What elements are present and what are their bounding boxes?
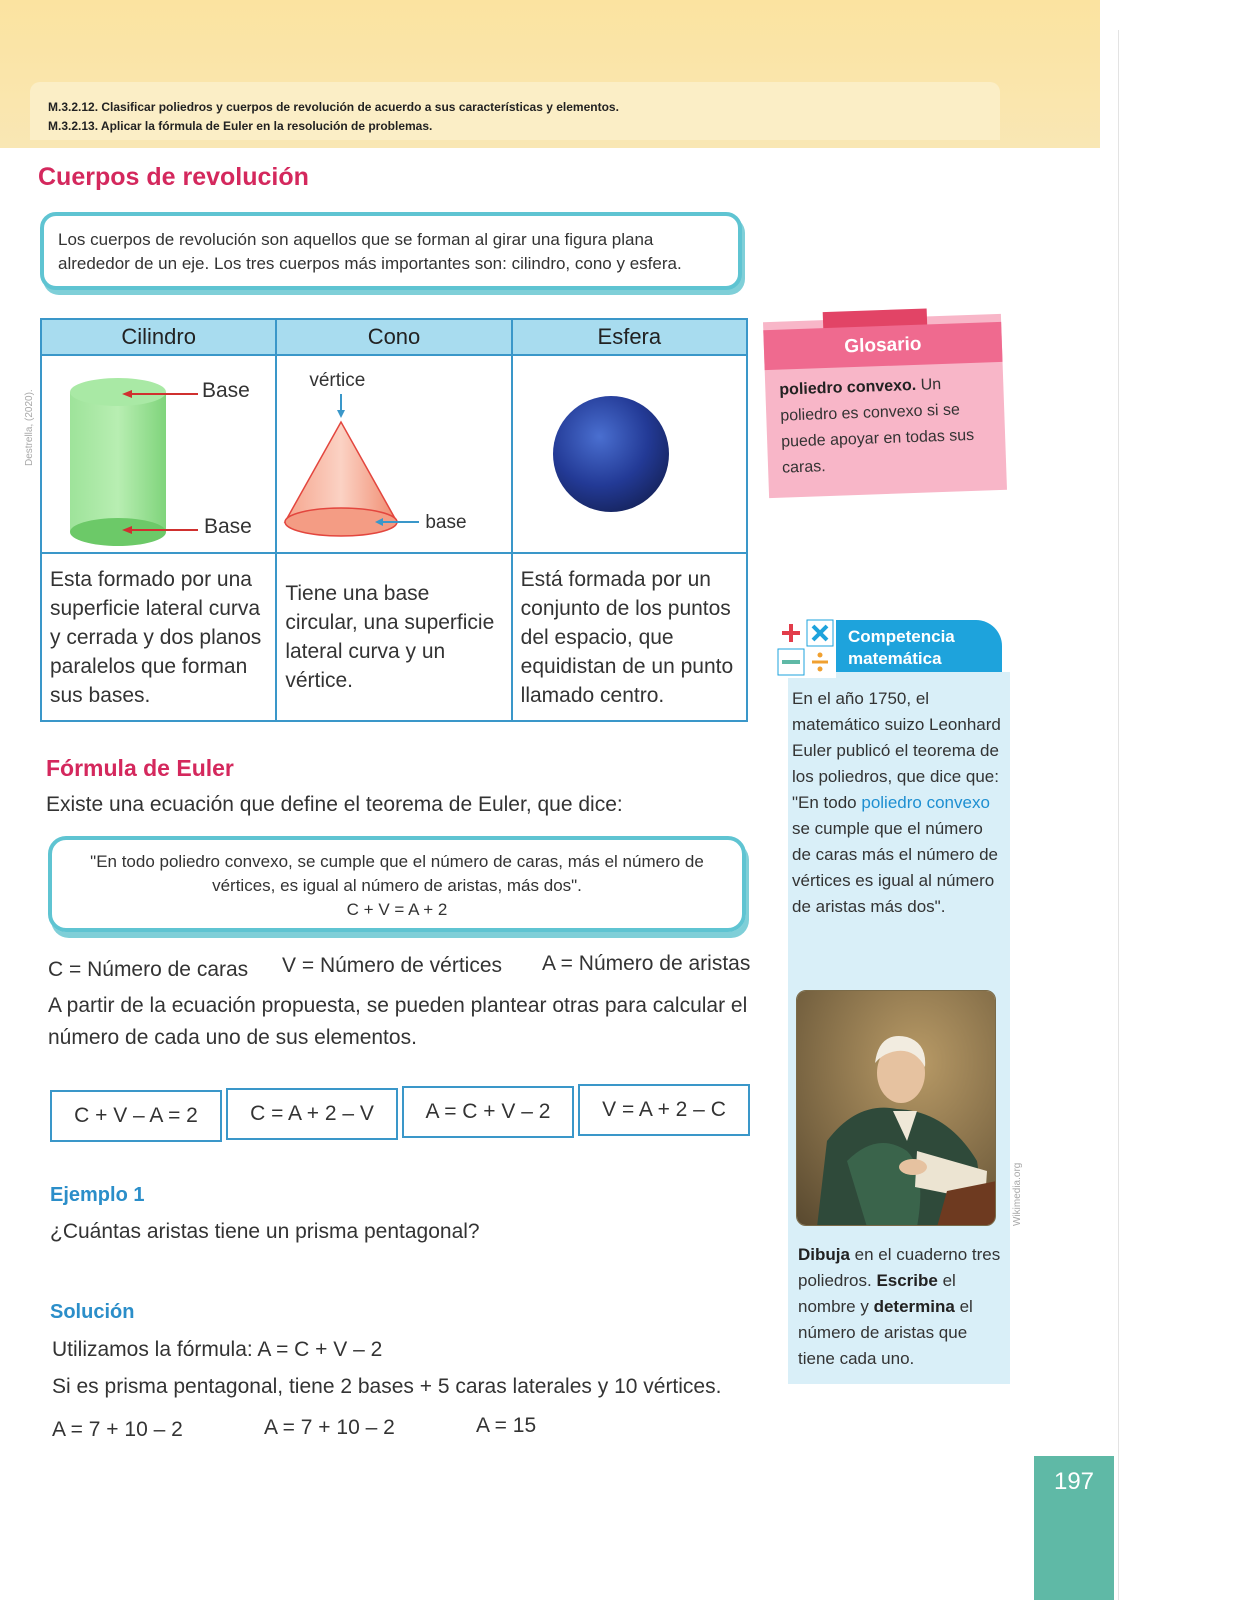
sphere-description: Está formada por un conjunto de los puntos del espacio, que equidistan de un punto llamado centro. (512, 553, 747, 721)
competencia-title (848, 626, 955, 670)
competencia-text-before: En el año 1750, el matemático suizo Leonhard Euler publicó el teorema de los poliedros, que dice que: "En todo (792, 689, 1001, 812)
header-esfera: Esfera (512, 319, 747, 355)
page-number: 197 (1034, 1456, 1114, 1600)
var-v: V = Número de vértices (282, 954, 503, 977)
standard-2: M.3.2.13. Aplicar la fórmula de Euler en la resolución de problemas. (48, 119, 433, 133)
cylinder-description: Esta formado por una superficie lateral curva y cerrada y dos planos paralelos que forman sus bases. (41, 553, 276, 721)
solution-line-2: Si es prisma pentagonal, tiene 2 bases + 5 caras laterales y 10 vértices. (52, 1375, 722, 1398)
header-cono: Cono (276, 319, 511, 355)
cylinder-cell (41, 355, 276, 553)
competencia-task (798, 1242, 1004, 1372)
formula-2: C = A + 2 – V (226, 1088, 398, 1140)
image-credit-side: Destrella, (2020). (24, 389, 35, 466)
euler-title: Fórmula de Euler (46, 755, 234, 781)
sphere (553, 396, 669, 512)
glossary-body (779, 370, 995, 481)
competencia-text-after: se cumple que el número de caras más el número de vértices es igual al número de aristas más dos". (792, 819, 998, 916)
euler-intro: Existe una ecuación que define el teorema de Euler, que dice: (46, 793, 623, 816)
header-cilindro: Cilindro (41, 319, 276, 355)
step-3: A = 15 (476, 1414, 537, 1437)
task-text-1: en el cuaderno tres poliedros. (798, 1245, 1001, 1290)
label-base-bottom: Base (204, 515, 252, 538)
curriculum-standards (48, 98, 619, 136)
vertex-arrow-head (337, 410, 345, 418)
math-operators-icon-svg (776, 618, 836, 678)
label-base: base (425, 512, 467, 533)
definition-box: Los cuerpos de revolución son aquellos que se forman al girar una figura plana alrededor de un eje. Los tres cuerpos más importantes son: cilindro, cono y esfera. (40, 212, 742, 290)
task-verb-3: determina (873, 1297, 955, 1316)
euler-quote-box (48, 836, 746, 932)
var-a: A = Número de aristas (542, 952, 751, 975)
solids-table (40, 318, 748, 722)
step-1: A = 7 + 10 – 2 (52, 1418, 183, 1441)
step-2: A = 7 + 10 – 2 (264, 1416, 395, 1439)
solution-line-1: Utilizamos la fórmula: A = C + V – 2 (52, 1338, 383, 1361)
glossary-title: Glosario (763, 322, 1002, 370)
page-margin (1100, 0, 1236, 1600)
example-question: ¿Cuántas aristas tiene un prisma pentagonal? (50, 1220, 480, 1243)
competencia-title-2: matemática (848, 649, 942, 668)
label-base-top: Base (202, 379, 250, 402)
formula-3: A = C + V – 2 (402, 1086, 574, 1138)
cone-surface (285, 422, 397, 522)
glossary-definition: Un poliedro es convexo si se puede apoyar en todas sus caras. (779, 376, 975, 477)
task-verb-1: Dibuja (798, 1245, 850, 1264)
formula-boxes (50, 1086, 750, 1140)
formula-1: C + V – A = 2 (50, 1090, 222, 1142)
label-vertice: vértice (309, 370, 366, 391)
section-title: Cuerpos de revolución (38, 163, 309, 191)
sphere-cell (512, 355, 747, 553)
cylinder-body (70, 392, 166, 532)
var-c: C = Número de caras (48, 958, 249, 981)
task-verb-2: Escribe (876, 1271, 938, 1290)
euler-portrait-image (797, 991, 996, 1226)
math-operators-icon (776, 618, 836, 678)
glossary-note (763, 314, 1007, 498)
from-equation-text: A partir de la ecuación propuesta, se pueden plantear otras para calcular el número de cada uno de sus elementos. (48, 994, 748, 1049)
standard-1: M.3.2.12. Clasificar poliedros y cuerpos de revolución de acuerdo a sus características y elementos. (48, 100, 619, 114)
competencia-text (792, 686, 1004, 920)
task-text-3: el número de aristas que tiene cada uno. (798, 1297, 973, 1368)
task-text-2: el nombre y (798, 1271, 956, 1316)
cone-cell (276, 355, 511, 553)
sphere-figure (513, 356, 745, 554)
cylinder-top-base (70, 378, 166, 406)
competencia-title-1: Competencia (848, 627, 955, 646)
page-edge-line (1118, 30, 1119, 1600)
cone-description: Tiene una base circular, una superficie lateral curva y un vértice. (276, 553, 511, 721)
quote-line-1: "En todo poliedro convexo, se cumple que el número de caras, más el número de (90, 852, 704, 871)
portrait-credit: Wikimedia.org (1012, 1162, 1023, 1226)
quote-formula: C + V = A + 2 (346, 900, 448, 919)
cylinder-bottom-base (70, 518, 166, 546)
euler-portrait (796, 990, 996, 1226)
formula-4: V = A + 2 – C (578, 1084, 750, 1136)
competencia-highlight: poliedro convexo (861, 793, 990, 812)
solution-title: Solución (50, 1301, 135, 1323)
glossary-term: poliedro convexo. (779, 376, 917, 399)
example-title: Ejemplo 1 (50, 1184, 145, 1206)
quote-line-2: vértices, es igual al número de aristas, más dos". (212, 876, 582, 895)
